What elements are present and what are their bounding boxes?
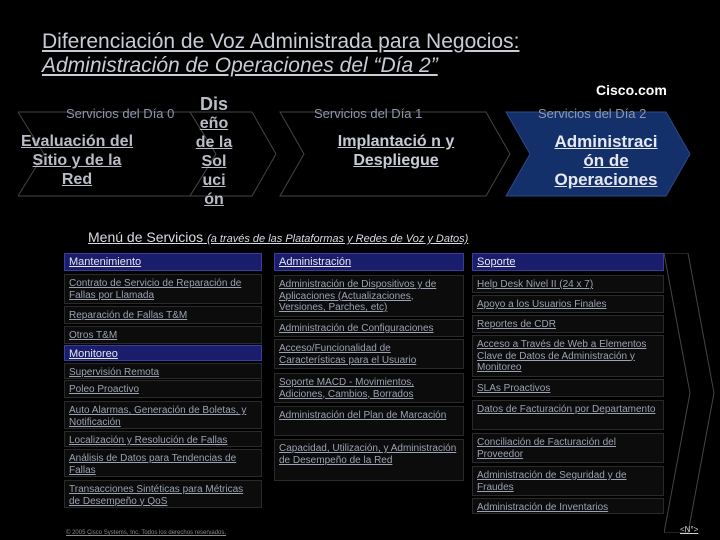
service-item[interactable]: Administración de Seguridad y de Fraudes (472, 466, 664, 496)
header-monitoreo[interactable]: Monitoreo (64, 345, 262, 361)
service-item[interactable]: Auto Alarmas, Generación de Boletas, y Notificación (64, 401, 262, 429)
phase-day1-body: Implantació n y Despliegue (337, 133, 455, 169)
service-item[interactable]: Apoyo a los Usuarios Finales (472, 295, 664, 313)
service-menu-heading: Menú de Servicios (88, 229, 204, 245)
service-item[interactable]: Administración de Configuraciones (274, 319, 464, 337)
service-item[interactable]: Help Desk Nivel II (24 x 7) (472, 275, 664, 293)
title-line-1: Diferenciación de Voz Administrada para Negocios: (42, 30, 520, 53)
service-item[interactable]: Administración del Plan de Marcación (274, 406, 464, 436)
service-item[interactable]: Supervisión Remota (64, 363, 262, 379)
phase-design-label: Dis (200, 94, 229, 114)
service-item[interactable]: Datos de Facturación por Departamento (472, 400, 664, 430)
header-mantenimiento[interactable]: Mantenimiento (64, 253, 262, 271)
service-item[interactable]: Conciliación de Facturación del Proveedor (472, 433, 664, 463)
page-number: <N°> (680, 525, 699, 534)
right-chevron-shape (664, 253, 714, 533)
service-item[interactable]: Contrato de Servicio de Reparación de Fallas por Llamada (64, 274, 262, 304)
phase-day1-label: Servicios del Día 1 (314, 106, 423, 121)
phase-day2-label: Servicios del Día 2 (538, 106, 647, 121)
service-item[interactable]: Otros T&M (64, 326, 262, 344)
copyright-footer: © 2005 Cisco Systems, Inc. Todos los derechos reservados. (66, 530, 227, 536)
right-chevron-arrow (664, 253, 720, 533)
title-line-2: Administración de Operaciones del “Día 2” (42, 54, 438, 77)
service-menu-title (88, 229, 468, 245)
phase-design-body: eño de la Sol uci ón (195, 115, 233, 208)
service-item[interactable]: Capacidad, Utilización, y Administración de Desempeño de la Red (274, 439, 464, 481)
phase-arrows (18, 96, 702, 221)
service-item[interactable]: Análisis de Datos para Tendencias de Fallas (64, 449, 262, 477)
service-item[interactable]: Administración de Inventarios (472, 498, 664, 514)
service-menu-subtitle: (a través de las Plataformas y Redes de Voz y Datos) (207, 233, 469, 245)
service-item[interactable]: Soporte MACD - Movimientos, Adiciones, Cambios, Borrados (274, 373, 464, 403)
service-item[interactable]: Administración de Dispositivos y de Aplicaciones (Actualizaciones, Versiones, Parches, etc) (274, 275, 464, 317)
header-administracion[interactable]: Administración (274, 253, 464, 271)
service-item[interactable]: SLAs Proactivos (472, 379, 664, 397)
service-item[interactable]: Reparación de Fallas T&M (64, 306, 262, 324)
header-soporte[interactable]: Soporte (472, 253, 664, 271)
service-item[interactable]: Acceso/Funcionalidad de Características para el Usuario (274, 339, 464, 369)
phase-day0-label: Servicios del Día 0 (66, 106, 175, 121)
service-item[interactable]: Acceso a Través de Web a Elementos Clave de Datos de Administración y Monitoreo (472, 335, 664, 377)
service-item[interactable]: Transacciones Sintéticas para Métricas de Desempeño y QoS (64, 480, 262, 508)
service-item[interactable]: Poleo Proactivo (64, 380, 262, 398)
service-item[interactable]: Localización y Resolución de Fallas (64, 431, 262, 447)
brand-logo: Cisco.com (596, 82, 667, 98)
phase-day2-body: Administraci ón de Operaciones (554, 132, 658, 189)
slide-title (42, 30, 682, 78)
phase-day0-body: Evaluación del Sitio y de la Red (20, 133, 134, 188)
service-item[interactable]: Reportes de CDR (472, 315, 664, 333)
